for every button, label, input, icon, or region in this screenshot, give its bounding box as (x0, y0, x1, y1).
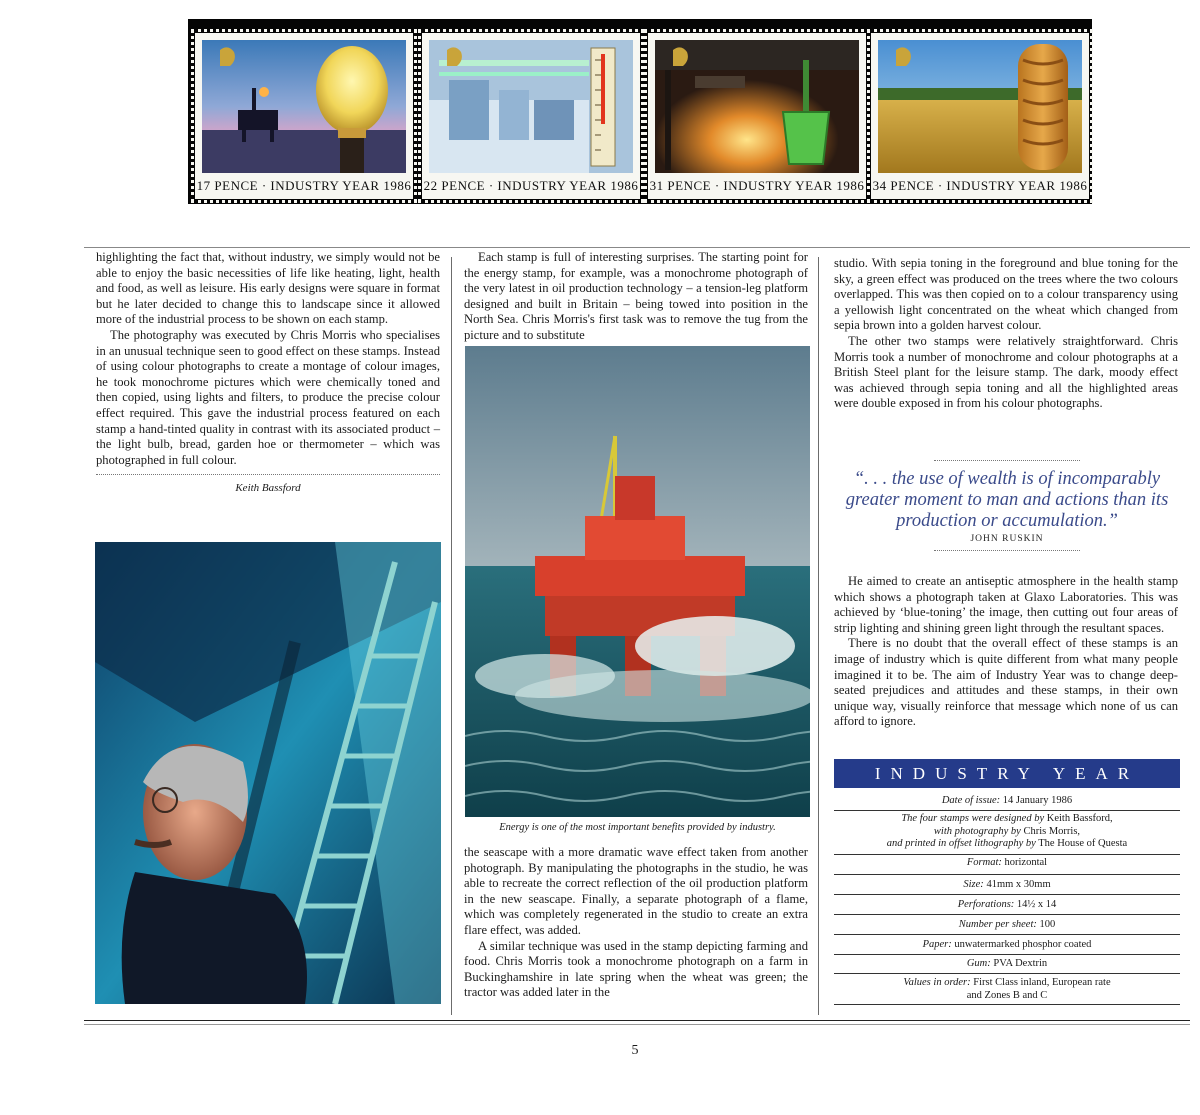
spec-sheet-value: 100 (1039, 919, 1056, 930)
col1-paragraph-2: The photography was executed by Chris Morris who specialises in an unusual technique seen to good effect on these stamps. Instead of using colour photographs to create a montage of colour images, he took monochrome pictures which were chemically toned and then copied, using lights and filters, to produce the precise colour effect required. This gave the industrial process featured on each stamp a hand-tinted quality in contrast with its associated product – the light bulb, bread, garden hoe or thermometer – which was photographed in full colour. (96, 327, 440, 467)
spec-design-credits (834, 813, 1180, 851)
spec-design-label-3: and printed in offset lithography by (886, 838, 1036, 849)
spec-size-value: 41mm x 30mm (986, 879, 1051, 890)
spec-divider (834, 934, 1180, 935)
stamp-strip (188, 19, 1092, 204)
spec-perforations (834, 899, 1180, 912)
oil-platform-photo-caption: Energy is one of the most important benefits provided by industry. (499, 822, 776, 833)
spec-date-of-issue (834, 795, 1180, 808)
col3-paragraph-3: He aimed to create an antiseptic atmosphere in the health stamp which shows a photograph taken at Glaxo Laboratories. This was achieved by ‘blue-toning’ the image, then cutting out four areas of strip lighting and shining green light through the resultant spaces. (834, 574, 1178, 635)
spec-design-label-2: with photography by (933, 825, 1021, 837)
section-top-rule (84, 247, 1190, 248)
spec-date-value: 14 January 1986 (1002, 795, 1073, 806)
spec-design-label-1: The four stamps were designed by (901, 813, 1045, 824)
spec-divider (834, 894, 1180, 895)
spec-gum-value: PVA Dextrin (993, 958, 1048, 969)
spec-values-label: Values in order: (903, 977, 971, 988)
col2-paragraph-1: Each stamp is full of interesting surprises. The starting point for the energy stamp, for example, was a monochrome photograph of the very latest in oil production technology – a tension-leg platform designed and built in Britain – being towed into position in the North Sea. Chris Morris's first task was to remove the tug from the picture and to substitute (464, 250, 808, 342)
spec-paper-label: Paper: (922, 939, 952, 950)
col3-paragraph-1: studio. With sepia toning in the foreground and blue toning for the sky, a green effect was produced on the trees where the two colours overlapped. This was then copied on to a colour transparency using a yellowish light concentrated on the wheat which changed from sepia brown into a golden harvest colour. (834, 256, 1178, 333)
spec-perf-label: Perforations: (957, 899, 1015, 910)
spec-divider (834, 810, 1180, 811)
column-3-top (834, 256, 1178, 412)
column-2-bottom (464, 845, 808, 1001)
stamp-energy-art (202, 40, 406, 173)
spec-format-value: horizontal (1004, 857, 1048, 868)
ruskin-quote: “. . . the use of wealth is of incomparably greater moment to man and actions than its production or accumulation.” (845, 469, 1169, 531)
spec-divider (834, 973, 1180, 974)
spec-divider (834, 874, 1180, 875)
col1-paragraph-1: highlighting the fact that, without industry, we simply would not be able to enjoy the basic necessities of life like heating, light, health and food, as well as leisure. His early designs were square in format but he later decided to change this to landscape since it allowed more of the industrial process to be shown on each stamp. (96, 250, 440, 327)
spec-divider (834, 854, 1180, 855)
stamp-food-caption: 34 PENCE · INDUSTRY YEAR 1986 (872, 178, 1088, 193)
column-2-top (464, 250, 808, 344)
spec-values-value-2: and Zones B and C (966, 989, 1048, 1001)
spec-paper (834, 939, 1180, 952)
spec-divider (834, 954, 1180, 955)
column-1 (96, 250, 440, 497)
col2-paragraph-2: the seascape with a more dramatic wave effect taken from another photograph. By manipulating the photographs in the studio, he was able to recreate the correct reflection of the oil production platform in the new seascape. Finally, a separate photograph of a flame, which was completely regenerated in the studio to create an extra flare effect, was added. (464, 845, 808, 937)
stamp-food (871, 33, 1089, 199)
col3-paragraph-2: The other two stamps were relatively straightforward. Chris Morris took a number of monochrome and colour photographs at a British Steel plant for the leisure stamp. The dark, moody effect was achieved through sepia toning and all the highlighted areas were double exposed in from his colour photographs. (834, 333, 1178, 411)
col1-dotted-divider (96, 474, 440, 475)
spec-format-label: Format: (966, 857, 1002, 868)
spec-sheet-label: Number per sheet: (958, 919, 1037, 930)
spec-values-in-order (834, 977, 1180, 1002)
page-number: 5 (631, 1043, 639, 1058)
stamp-leisure (648, 33, 866, 199)
stamp-health-art (429, 40, 633, 173)
stamp-leisure-caption: 31 PENCE · INDUSTRY YEAR 1986 (649, 178, 865, 193)
spec-number-per-sheet (834, 919, 1180, 932)
stamp-food-art (878, 40, 1082, 173)
spec-gum-label: Gum: (966, 958, 991, 969)
column-3-middle (834, 574, 1178, 730)
page-bottom-rule (84, 1020, 1190, 1021)
spec-paper-value: unwatermarked phosphor coated (954, 939, 1092, 950)
col2-paragraph-3: A similar technique was used in the stamp depicting farming and food. Chris Morris took a monochrome photograph on a farm in Buckinghamshire in late spring when the wheat was green; the tractor was added later in the (464, 938, 808, 1000)
col3-paragraph-4: There is no doubt that the overall effect of these stamps is an image of industry which is quite different from what many people imagined it to be. The aim of Industry Year was to change deep-seated prejudices and attitudes and these stamps, in their own unique way, visually reinforce that message which none of us can afford to ignore. (834, 636, 1178, 729)
ruskin-quote-block (834, 460, 1180, 551)
photo-credit: Keith Bassford (235, 482, 301, 495)
spec-perf-value: 14½ x 14 (1016, 899, 1057, 910)
quote-bottom-divider (934, 550, 1080, 551)
column-divider-1 (451, 257, 452, 1015)
spec-gum (834, 958, 1180, 971)
oil-platform-photo (465, 346, 810, 817)
stamp-health (422, 33, 640, 199)
spec-divider (834, 914, 1180, 915)
stamp-health-caption: 22 PENCE · INDUSTRY YEAR 1986 (423, 178, 639, 193)
spec-design-value-3: The House of Questa (1038, 838, 1128, 849)
quote-top-divider (934, 460, 1080, 461)
spec-format (834, 857, 1180, 870)
page-bottom-rule-2 (84, 1024, 1190, 1025)
spec-size (834, 879, 1180, 892)
designer-portrait-photo (95, 542, 441, 1004)
quote-author: JOHN RUSKIN (970, 534, 1044, 544)
spec-date-label: Date of issue: (941, 795, 1001, 806)
spec-values-value-1: First Class inland, European rate (973, 977, 1111, 988)
spec-size-label: Size: (963, 879, 984, 890)
spec-design-value-1: Keith Bassford, (1046, 813, 1113, 824)
spec-design-value-2: Chris Morris, (1023, 825, 1081, 837)
industry-year-banner: INDUSTRY YEAR (834, 759, 1180, 788)
stamp-energy (195, 33, 413, 199)
spec-divider (834, 1004, 1180, 1005)
column-divider-2 (818, 257, 819, 1015)
stamp-energy-caption: 17 PENCE · INDUSTRY YEAR 1986 (196, 178, 412, 193)
stamp-leisure-art (655, 40, 859, 173)
